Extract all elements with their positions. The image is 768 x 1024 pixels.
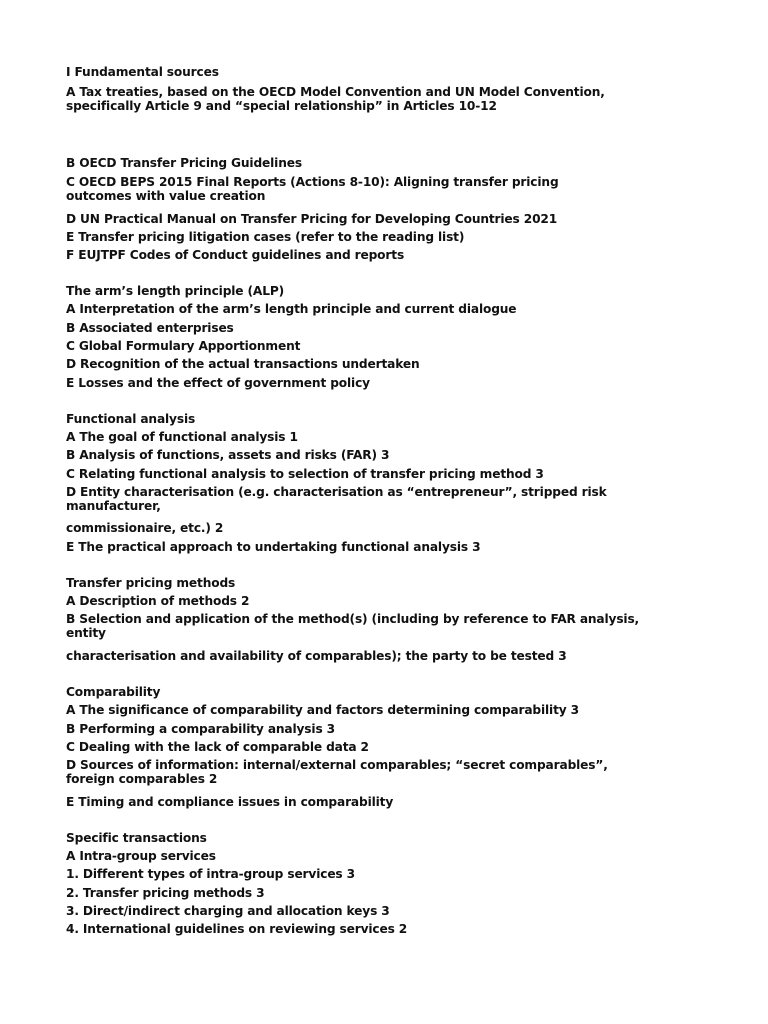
list-item: D Sources of information: internal/external comparables; “secret comparables”, foreign comparables 2 — [66, 758, 608, 786]
list-item: E Transfer pricing litigation cases (refer to the reading list) — [66, 230, 465, 244]
list-item: 1. Different types of intra-group services 3 — [66, 867, 355, 881]
list-item: C Dealing with the lack of comparable data 2 — [66, 740, 369, 754]
list-item: D Recognition of the actual transactions undertaken — [66, 357, 420, 371]
list-item: E Timing and compliance issues in comparability — [66, 795, 394, 809]
list-item: B OECD Transfer Pricing Guidelines — [66, 156, 302, 170]
list-item: 2. Transfer pricing methods 3 — [66, 886, 265, 900]
list-item: characterisation and availability of comparables); the party to be tested 3 — [66, 649, 567, 663]
section-heading-transfer-pricing-methods: Transfer pricing methods — [66, 576, 236, 590]
section-heading-specific-transactions: Specific transactions — [66, 831, 207, 845]
list-item: E The practical approach to undertaking functional analysis 3 — [66, 540, 481, 554]
list-item: 3. Direct/indirect charging and allocation keys 3 — [66, 904, 390, 918]
list-item: A Intra-group services — [66, 849, 216, 863]
list-item: D UN Practical Manual on Transfer Pricing for Developing Countries 2021 — [66, 212, 558, 226]
list-item: E Losses and the effect of government policy — [66, 376, 370, 390]
list-item: B Associated enterprises — [66, 321, 234, 335]
list-item: B Analysis of functions, assets and risks (FAR) 3 — [66, 448, 390, 462]
list-item: commissionaire, etc.) 2 — [66, 521, 224, 535]
list-item: 4. International guidelines on reviewing services 2 — [66, 922, 408, 936]
list-item: B Performing a comparability analysis 3 — [66, 722, 335, 736]
list-item: C Global Formulary Apportionment — [66, 339, 301, 353]
list-item: D Entity characterisation (e.g. characterisation as “entrepreneur”, stripped risk manufacturer, — [66, 485, 607, 513]
list-item: C Relating functional analysis to selection of transfer pricing method 3 — [66, 467, 544, 481]
section-heading-fundamental-sources: I Fundamental sources — [66, 65, 219, 79]
list-item: F EUJTPF Codes of Conduct guidelines and reports — [66, 248, 405, 262]
list-item: C OECD BEPS 2015 Final Reports (Actions 8-10): Aligning transfer pricing outcomes with value creation — [66, 175, 559, 203]
list-item: A The significance of comparability and factors determining comparability 3 — [66, 703, 579, 717]
list-item: A Interpretation of the arm’s length principle and current dialogue — [66, 302, 517, 316]
list-item: B Selection and application of the method(s) (including by reference to FAR analysis, entity — [66, 612, 640, 640]
section-heading-alp: The arm’s length principle (ALP) — [66, 284, 285, 298]
list-item: A Tax treaties, based on the OECD Model Convention and UN Model Convention, specifically Article 9 and “special relationship” in Articles 10-12 — [66, 85, 605, 113]
list-item: A The goal of functional analysis 1 — [66, 430, 298, 444]
section-heading-functional-analysis: Functional analysis — [66, 412, 196, 426]
section-heading-comparability: Comparability — [66, 685, 161, 699]
list-item: A Description of methods 2 — [66, 594, 250, 608]
